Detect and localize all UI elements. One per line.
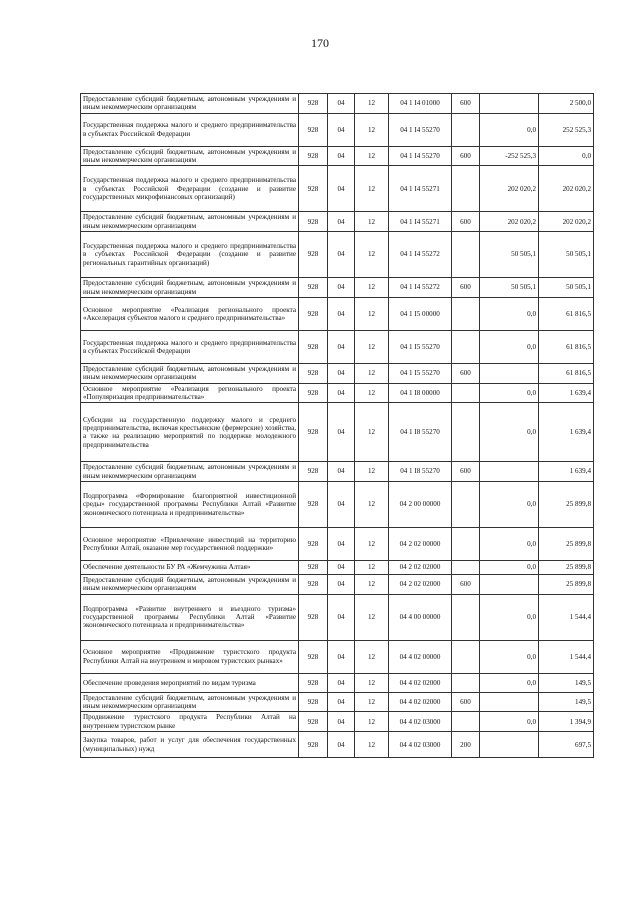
row-target-article: 04 1 I4 01000: [389, 94, 452, 114]
row-section: 04: [328, 212, 355, 232]
row-ministry-code: 928: [299, 528, 328, 561]
row-subsection: 12: [355, 403, 389, 462]
row-amount-change: 50 505,1: [480, 232, 539, 278]
row-expense-kind: [452, 297, 480, 330]
row-amount-change: 0,0: [480, 330, 539, 363]
row-subsection: 12: [355, 232, 389, 278]
row-amount-total: 1 394,9: [539, 712, 594, 732]
budget-table: [80, 93, 594, 758]
row-section: 04: [328, 403, 355, 462]
table-row: [81, 561, 594, 575]
row-name: Предоставление субсидий бюджетным, автономным учреждениям и иным некоммерческим организациям: [81, 146, 299, 166]
row-expense-kind: [452, 403, 480, 462]
row-amount-change: 50 505,1: [480, 278, 539, 298]
table-row: [81, 462, 594, 482]
row-target-article: 04 1 I4 55272: [389, 232, 452, 278]
row-amount-total: 1 544,4: [539, 640, 594, 673]
row-expense-kind: [452, 673, 480, 692]
table-row: [81, 712, 594, 732]
row-ministry-code: 928: [299, 212, 328, 232]
row-section: 04: [328, 278, 355, 298]
row-section: 04: [328, 330, 355, 363]
row-amount-change: 0,0: [480, 482, 539, 528]
row-amount-total: 202 020,2: [539, 212, 594, 232]
row-ministry-code: 928: [299, 113, 328, 146]
row-amount-change: [480, 462, 539, 482]
row-name: Предоставление субсидий бюджетным, автономным учреждениям и иным некоммерческим организациям: [81, 212, 299, 232]
row-amount-change: 0,0: [480, 383, 539, 403]
table-row: [81, 113, 594, 146]
row-name: Обеспечение проведения мероприятий по видам туризма: [81, 673, 299, 692]
row-amount-change: [480, 363, 539, 383]
row-amount-total: 1 544,4: [539, 594, 594, 640]
row-amount-change: 0,0: [480, 561, 539, 575]
row-target-article: 04 4 02 00000: [389, 640, 452, 673]
row-name: Продвижение туристского продукта Республики Алтай на внутреннем туристском рынке: [81, 712, 299, 732]
row-name: Государственная поддержка малого и среднего предпринимательства в субъектах Российской Федерации: [81, 330, 299, 363]
row-amount-change: -252 525,3: [480, 146, 539, 166]
row-name: Основное мероприятие «Реализация регионального проекта «Акселерация субъектов малого и среднего предпринимательства»: [81, 297, 299, 330]
table-row: [81, 297, 594, 330]
row-expense-kind: [452, 712, 480, 732]
row-subsection: 12: [355, 383, 389, 403]
row-name: Основное мероприятие «Продвижение туристского продукта Республики Алтай на внутреннем и мировом туристских рынках»: [81, 640, 299, 673]
row-target-article: 04 4 00 00000: [389, 594, 452, 640]
table-row: [81, 673, 594, 692]
row-name: Субсидии на государственную поддержку малого и среднего предпринимательства, включая крестьянские (фермерские) хозяйства, а также на реализацию мероприятий по поддержке молодежного предпринимательства: [81, 403, 299, 462]
row-amount-total: 149,5: [539, 673, 594, 692]
row-subsection: 12: [355, 113, 389, 146]
row-name: Закупка товаров, работ и услуг для обеспечения государственных (муниципальных) нужд: [81, 732, 299, 758]
row-ministry-code: 928: [299, 462, 328, 482]
row-name: Предоставление субсидий бюджетным, автономным учреждениям и иным некоммерческим организациям: [81, 575, 299, 595]
row-expense-kind: [452, 166, 480, 212]
row-ministry-code: 928: [299, 561, 328, 575]
budget-table-body: [81, 94, 594, 758]
row-subsection: 12: [355, 330, 389, 363]
row-target-article: 04 1 I4 55272: [389, 278, 452, 298]
row-amount-change: 202 020,2: [480, 212, 539, 232]
row-amount-total: 25 899,8: [539, 528, 594, 561]
row-amount-total: 2 500,0: [539, 94, 594, 114]
page-number: 170: [311, 36, 329, 50]
row-ministry-code: 928: [299, 330, 328, 363]
row-subsection: 12: [355, 575, 389, 595]
row-amount-change: 202 020,2: [480, 166, 539, 212]
row-section: 04: [328, 528, 355, 561]
row-expense-kind: [452, 330, 480, 363]
row-name: Предоставление субсидий бюджетным, автономным учреждениям и иным некоммерческим организациям: [81, 363, 299, 383]
row-amount-change: 0,0: [480, 640, 539, 673]
row-target-article: 04 1 I4 55271: [389, 212, 452, 232]
row-expense-kind: [452, 232, 480, 278]
row-amount-total: 202 020,2: [539, 166, 594, 212]
row-target-article: 04 1 I4 55270: [389, 146, 452, 166]
row-name: Основное мероприятие «Привлечение инвестиций на территорию Республики Алтай, оказание мер государственной поддержки»: [81, 528, 299, 561]
row-section: 04: [328, 712, 355, 732]
row-name: Государственная поддержка малого и среднего предпринимательства в субъектах Российской Федерации (создание и развитие региональных гарантийных организаций): [81, 232, 299, 278]
row-ministry-code: 928: [299, 383, 328, 403]
row-expense-kind: 600: [452, 278, 480, 298]
row-ministry-code: 928: [299, 166, 328, 212]
row-target-article: 04 4 02 03000: [389, 732, 452, 758]
row-section: 04: [328, 383, 355, 403]
row-section: 04: [328, 732, 355, 758]
row-subsection: 12: [355, 692, 389, 712]
table-row: [81, 482, 594, 528]
row-amount-total: 0,0: [539, 146, 594, 166]
row-target-article: 04 1 I8 55270: [389, 462, 452, 482]
row-ministry-code: 928: [299, 232, 328, 278]
row-section: 04: [328, 561, 355, 575]
row-ministry-code: 928: [299, 692, 328, 712]
row-target-article: 04 4 02 02000: [389, 692, 452, 712]
row-amount-total: 1 639,4: [539, 403, 594, 462]
row-target-article: 04 2 02 02000: [389, 561, 452, 575]
table-row: [81, 146, 594, 166]
row-ministry-code: 928: [299, 732, 328, 758]
row-section: 04: [328, 673, 355, 692]
row-subsection: 12: [355, 482, 389, 528]
table-row: [81, 403, 594, 462]
row-target-article: 04 2 02 02000: [389, 575, 452, 595]
row-amount-total: 61 816,5: [539, 363, 594, 383]
row-ministry-code: 928: [299, 278, 328, 298]
row-amount-change: 0,0: [480, 594, 539, 640]
row-name: Обеспечение деятельности БУ РА «Жемчужина Алтая»: [81, 561, 299, 575]
row-name: Предоставление субсидий бюджетным, автономным учреждениям и иным некоммерческим организациям: [81, 94, 299, 114]
row-amount-change: [480, 732, 539, 758]
row-subsection: 12: [355, 94, 389, 114]
row-expense-kind: 600: [452, 146, 480, 166]
row-subsection: 12: [355, 462, 389, 482]
table-row: [81, 212, 594, 232]
row-ministry-code: 928: [299, 297, 328, 330]
row-amount-total: 61 816,5: [539, 297, 594, 330]
row-section: 04: [328, 594, 355, 640]
row-name: Подпрограмма «Формирование благоприятной инвестиционной среды» государственной программы Республики Алтай «Развитие экономического потенциала и предпринимательства»: [81, 482, 299, 528]
row-section: 04: [328, 575, 355, 595]
row-amount-change: [480, 575, 539, 595]
row-subsection: 12: [355, 363, 389, 383]
row-ministry-code: 928: [299, 594, 328, 640]
row-ministry-code: 928: [299, 482, 328, 528]
row-expense-kind: 200: [452, 732, 480, 758]
row-amount-total: 1 639,4: [539, 383, 594, 403]
row-name: Предоставление субсидий бюджетным, автономным учреждениям и иным некоммерческим организациям: [81, 692, 299, 712]
row-amount-change: 0,0: [480, 712, 539, 732]
row-ministry-code: 928: [299, 403, 328, 462]
row-target-article: 04 1 I5 55270: [389, 363, 452, 383]
table-row: [81, 232, 594, 278]
row-section: 04: [328, 166, 355, 212]
row-amount-change: 0,0: [480, 528, 539, 561]
row-ministry-code: 928: [299, 94, 328, 114]
row-amount-total: 61 816,5: [539, 330, 594, 363]
row-section: 04: [328, 363, 355, 383]
row-section: 04: [328, 462, 355, 482]
row-subsection: 12: [355, 212, 389, 232]
row-subsection: 12: [355, 732, 389, 758]
row-name: Подпрограмма «Развитие внутреннего и въездного туризма» государственной программы Республики Алтай «Развитие экономического потенциала и предпринимательства»: [81, 594, 299, 640]
row-expense-kind: [452, 482, 480, 528]
row-target-article: 04 1 I5 55270: [389, 330, 452, 363]
row-target-article: 04 1 I4 55270: [389, 113, 452, 146]
row-expense-kind: [452, 594, 480, 640]
row-name: Предоставление субсидий бюджетным, автономным учреждениям и иным некоммерческим организациям: [81, 462, 299, 482]
row-amount-total: 697,5: [539, 732, 594, 758]
row-expense-kind: 600: [452, 94, 480, 114]
row-amount-change: 0,0: [480, 297, 539, 330]
row-ministry-code: 928: [299, 712, 328, 732]
row-target-article: 04 4 02 03000: [389, 712, 452, 732]
row-section: 04: [328, 640, 355, 673]
row-amount-change: 0,0: [480, 113, 539, 146]
table-row: [81, 594, 594, 640]
row-section: 04: [328, 146, 355, 166]
table-row: [81, 363, 594, 383]
row-target-article: 04 1 I8 55270: [389, 403, 452, 462]
row-target-article: 04 1 I5 00000: [389, 297, 452, 330]
table-row: [81, 278, 594, 298]
row-amount-total: 149,5: [539, 692, 594, 712]
table-row: [81, 640, 594, 673]
row-expense-kind: [452, 113, 480, 146]
row-amount-change: 0,0: [480, 673, 539, 692]
row-subsection: 12: [355, 673, 389, 692]
row-expense-kind: [452, 528, 480, 561]
table-row: [81, 692, 594, 712]
row-target-article: 04 2 02 00000: [389, 528, 452, 561]
row-amount-change: 0,0: [480, 403, 539, 462]
row-subsection: 12: [355, 594, 389, 640]
row-amount-total: 252 525,3: [539, 113, 594, 146]
row-target-article: 04 1 I8 00000: [389, 383, 452, 403]
row-amount-total: 50 505,1: [539, 278, 594, 298]
row-name: Основное мероприятие «Реализация регионального проекта «Популяризация предпринимательства»: [81, 383, 299, 403]
row-expense-kind: 600: [452, 363, 480, 383]
row-amount-total: 50 505,1: [539, 232, 594, 278]
row-ministry-code: 928: [299, 640, 328, 673]
row-amount-total: 25 899,8: [539, 482, 594, 528]
row-subsection: 12: [355, 166, 389, 212]
row-amount-total: 25 899,8: [539, 561, 594, 575]
row-expense-kind: [452, 383, 480, 403]
row-expense-kind: [452, 640, 480, 673]
row-subsection: 12: [355, 712, 389, 732]
row-ministry-code: 928: [299, 575, 328, 595]
row-subsection: 12: [355, 561, 389, 575]
row-amount-total: 25 899,8: [539, 575, 594, 595]
table-row: [81, 528, 594, 561]
table-row: [81, 575, 594, 595]
row-amount-change: [480, 692, 539, 712]
row-section: 04: [328, 232, 355, 278]
row-target-article: 04 4 02 02000: [389, 673, 452, 692]
row-section: 04: [328, 297, 355, 330]
table-row: [81, 330, 594, 363]
row-ministry-code: 928: [299, 363, 328, 383]
table-row: [81, 383, 594, 403]
row-name: Предоставление субсидий бюджетным, автономным учреждениям и иным некоммерческим организациям: [81, 278, 299, 298]
row-subsection: 12: [355, 278, 389, 298]
row-section: 04: [328, 113, 355, 146]
row-subsection: 12: [355, 640, 389, 673]
row-section: 04: [328, 692, 355, 712]
row-expense-kind: 600: [452, 462, 480, 482]
row-ministry-code: 928: [299, 146, 328, 166]
row-amount-change: [480, 94, 539, 114]
row-ministry-code: 928: [299, 673, 328, 692]
row-target-article: 04 2 00 00000: [389, 482, 452, 528]
row-expense-kind: 600: [452, 212, 480, 232]
row-name: Государственная поддержка малого и среднего предпринимательства в субъектах Российской Федерации (создание и развитие государственных микрофинансовых организаций): [81, 166, 299, 212]
row-name: Государственная поддержка малого и среднего предпринимательства в субъектах Российской Федерации: [81, 113, 299, 146]
table-row: [81, 732, 594, 758]
row-expense-kind: [452, 561, 480, 575]
row-subsection: 12: [355, 528, 389, 561]
row-section: 04: [328, 482, 355, 528]
row-section: 04: [328, 94, 355, 114]
row-expense-kind: 600: [452, 575, 480, 595]
row-expense-kind: 600: [452, 692, 480, 712]
row-amount-total: 1 639,4: [539, 462, 594, 482]
row-subsection: 12: [355, 146, 389, 166]
row-target-article: 04 1 I4 55271: [389, 166, 452, 212]
table-row: [81, 166, 594, 212]
table-row: [81, 94, 594, 114]
row-subsection: 12: [355, 297, 389, 330]
